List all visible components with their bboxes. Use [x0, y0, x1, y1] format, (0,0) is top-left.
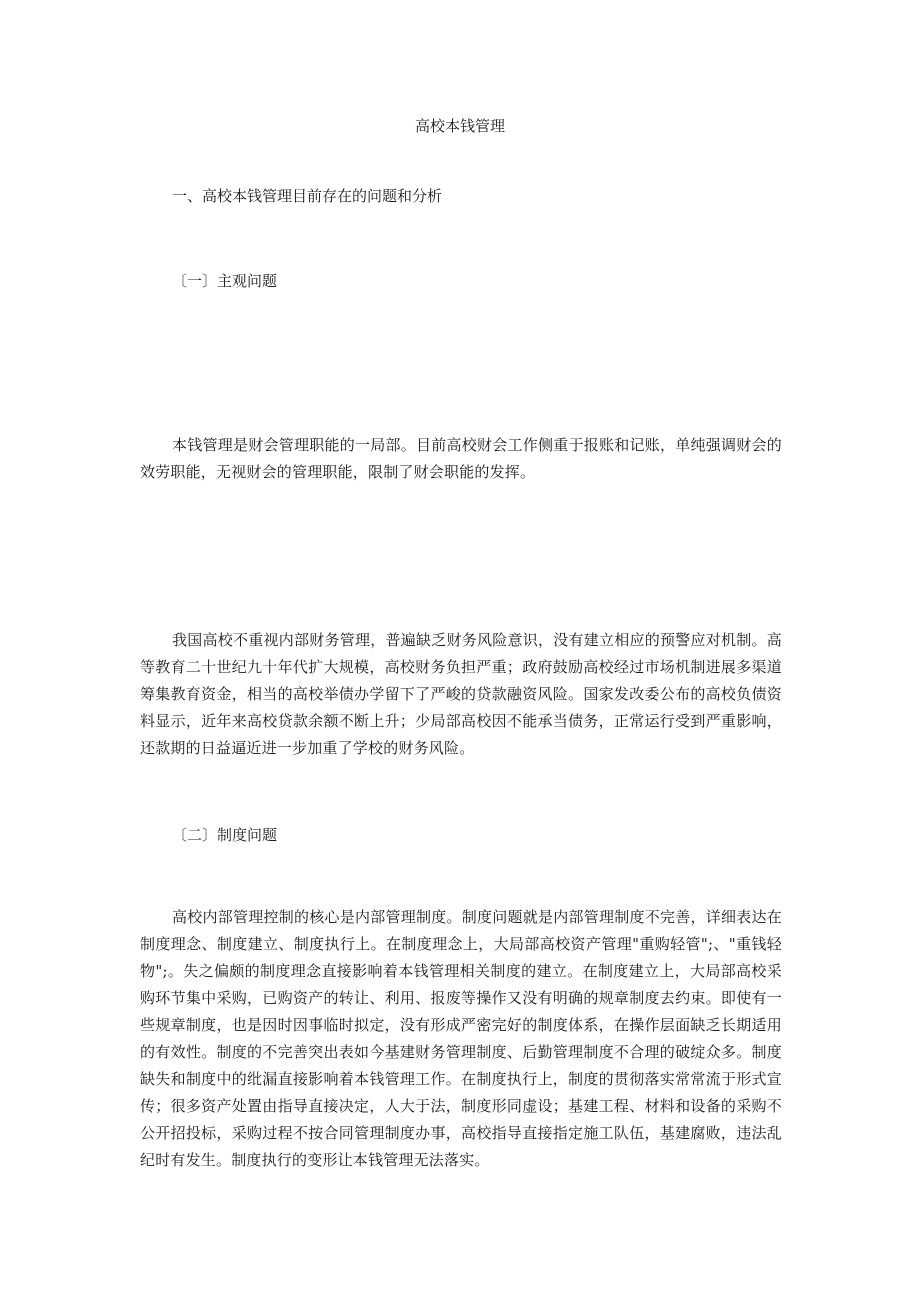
paragraph-1: 本钱管理是财会管理职能的一局部。目前高校财会工作侧重于报账和记账，单纯强调财会的效劳职能，无视财会的管理职能，限制了财会职能的发挥。	[140, 436, 782, 481]
section-heading: 一、高校本钱管理目前存在的问题和分析	[172, 187, 443, 205]
document-title: 高校本钱管理	[414, 117, 505, 135]
paragraph-3: 高校内部管理控制的核心是内部管理制度。制度问题就是内部管理制度不完善，详细表达在制度理念、制度建立、制度执行上。在制度理念上，大局部高校资产管理"重购轻管";、"重钱轻物";。失之偏颇的制度理念直接影响着本钱管理相关制度的建立。在制度建立上，大局部高校采购环节集中采购，已购资产的转让、利用、报废等操作又没有明确的规章制度去约束。即使有一些规章制度，也是因时因事临时拟定，没有形成严密完好的制度体系，在操作层面缺乏长期适用的有效性。制度的不完善突出表如今基建财务管理制度、后勤管理制度不合理的破绽众多。制度缺失和制度中的纰漏直接影响着本钱管理工作。在制度执行上，制度的贯彻落实常常流于形式宣传；很多资产处置由指导直接决定，人大于法，制度形同虚设；基建工程、材料和设备的采购不公开招投标，采购过程不按合同管理制度办事，高校指导直接指定施工队伍，基建腐败，违法乱纪时有发生。制度执行的变形让本钱管理无法落实。	[140, 908, 782, 1169]
paragraph-2: 我国高校不重视内部财务管理，普遍缺乏财务风险意识，没有建立相应的预警应对机制。高等教育二十世纪九十年代扩大规模，高校财务负担严重；政府鼓励高校经过市场机制进展多渠道筹集教育资金，相当的高校举债办学留下了严峻的贷款融资风险。国家发改委公布的高校负债资料显示，近年来高校贷款余额不断上升；少局部高校因不能承当债务，正常运行受到严重影响，还款期的日益逼近进一步加重了学校的财务风险。	[140, 631, 782, 757]
subsection-heading-1: 〔一〕主观问题	[172, 272, 278, 290]
subsection-heading-2: 〔二〕制度问题	[172, 826, 278, 844]
